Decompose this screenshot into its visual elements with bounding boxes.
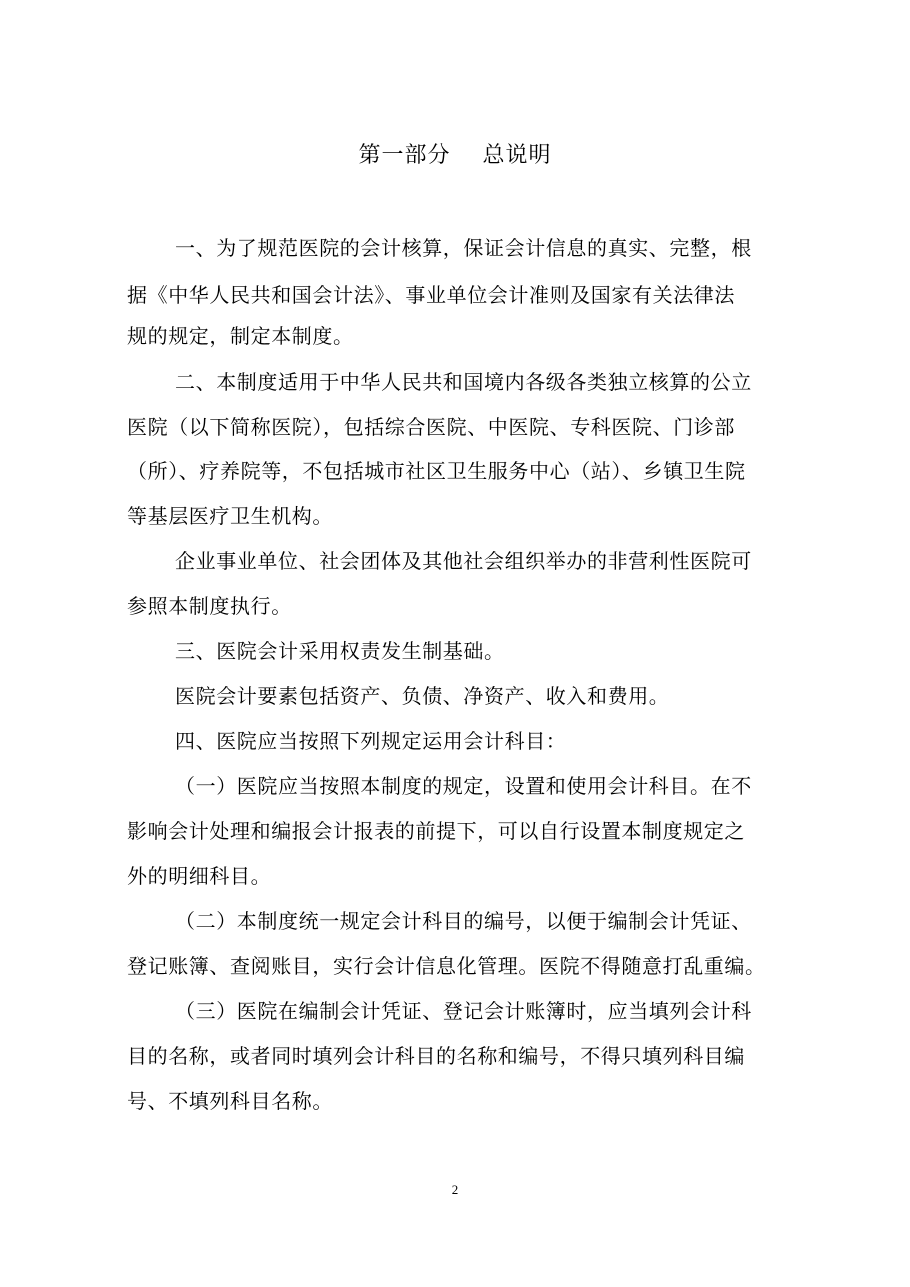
text-line: 四、医院应当按照下列规定运用会计科目： bbox=[175, 729, 567, 753]
text-line: 等基层医疗卫生机构。 bbox=[127, 504, 333, 528]
text-line: 目的名称，或者同时填列会计科目的名称和编号，不得只填列科目编 bbox=[127, 1044, 745, 1068]
text-line: （一）医院应当按照本制度的规定，设置和使用会计科目。在不 bbox=[175, 774, 752, 798]
text-line: （三）医院在编制会计凭证、登记会计账簿时，应当填列会计科 bbox=[175, 999, 752, 1023]
text-line: 参照本制度执行。 bbox=[127, 594, 292, 618]
text-line: 企业事业单位、社会团体及其他社会组织举办的非营利性医院可 bbox=[175, 549, 752, 573]
text-line: 外的明细科目。 bbox=[127, 864, 272, 888]
text-line: 二、本制度适用于中华人民共和国境内各级各类独立核算的公立 bbox=[175, 370, 752, 394]
text-line: 三、医院会计采用权责发生制基础。 bbox=[175, 639, 505, 663]
text-line: 医院会计要素包括资产、负债、净资产、收入和费用。 bbox=[175, 684, 670, 708]
text-line: 据《中华人民共和国会计法》、事业单位会计准则及国家有关法律法 bbox=[127, 283, 735, 307]
page-title: 第一部分 总说明 bbox=[358, 143, 552, 168]
page-number: 2 bbox=[451, 1182, 459, 1197]
text-line: 规的规定，制定本制度。 bbox=[127, 324, 354, 348]
text-line: 影响会计处理和编报会计报表的前提下，可以自行设置本制度规定之 bbox=[127, 819, 745, 843]
text-line: （所）、疗养院等，不包括城市社区卫生服务中心（站）、乡镇卫生院 bbox=[127, 459, 746, 483]
text-line: 医院（以下简称医院），包括综合医院、中医院、专科医院、门诊部 bbox=[127, 415, 735, 439]
text-line: （二）本制度统一规定会计科目的编号，以便于编制会计凭证、 bbox=[175, 909, 752, 933]
text-line: 登记账簿、查阅账目，实行会计信息化管理。医院不得随意打乱重编。 bbox=[127, 954, 766, 978]
text-line: 一、为了规范医院的会计核算，保证会计信息的真实、完整，根 bbox=[175, 236, 752, 260]
text-line: 号、不填列科目名称。 bbox=[127, 1089, 333, 1113]
